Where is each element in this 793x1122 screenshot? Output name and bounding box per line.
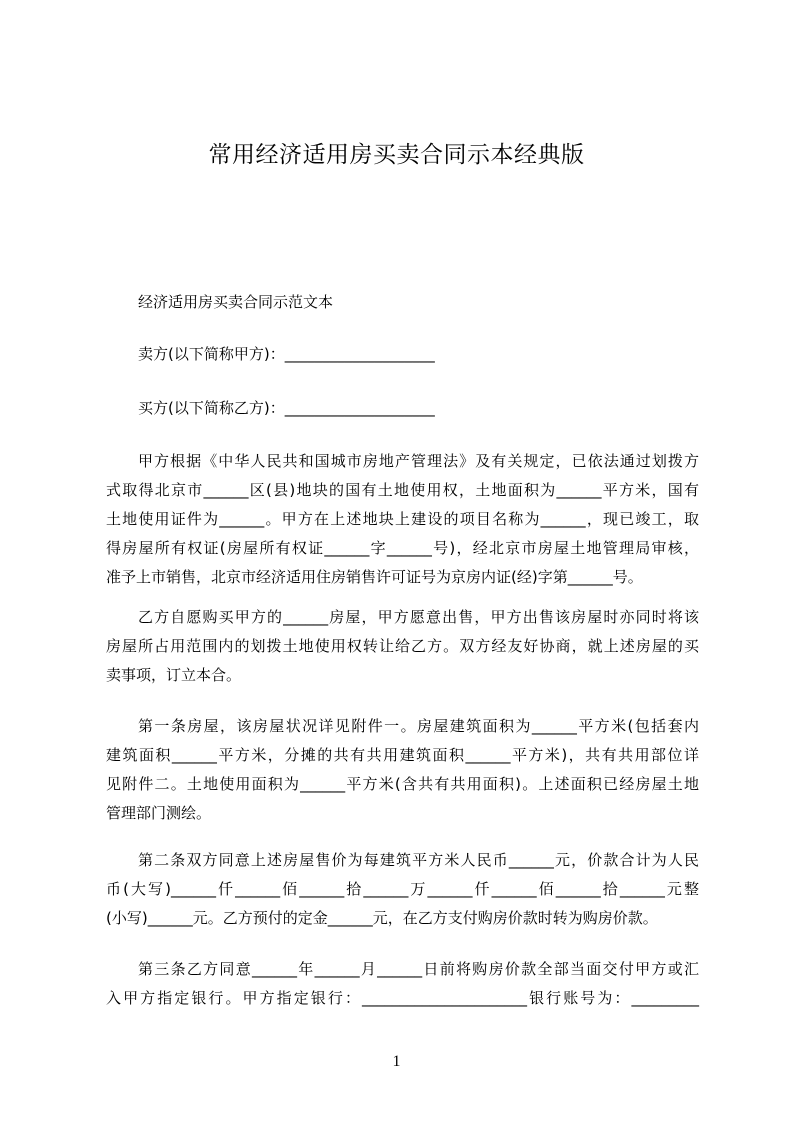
article-2 (106, 846, 699, 933)
paragraph-line: 得房屋所有权证(房屋所有权证______字______号)，经北京市房屋土地管理局审核， (106, 539, 699, 557)
page-number: 1 (392, 1053, 401, 1070)
seller-block (106, 340, 699, 369)
paragraph-line: 第一条房屋，该房屋状况详见附件一。房屋建筑面积为______平方米(包括套内 (138, 717, 699, 735)
document-title: 常用经济适用房买卖合同示本经典版 (208, 142, 585, 168)
paragraph-line: 第二条双方同意上述房屋售价为每建筑平方米人民币______元，价款合计为人民 (138, 851, 699, 869)
seller-line: 卖方(以下简称甲方)：____________________ (138, 345, 435, 363)
paragraph-line: 式取得北京市______区(县)地块的国有土地使用权，土地面积为______平方米，国有 (106, 481, 699, 499)
paragraph-1 (106, 447, 699, 592)
paragraph-line: 管理部门测绘。 (106, 804, 212, 822)
paragraph-line: 第三条乙方同意______年______月______日前将购房价款全部当面交付甲方或汇 (138, 960, 699, 978)
paragraph-line: 土地使用证件为______。甲方在上述地块上建设的项目名称为______，现已竣工，取 (106, 510, 699, 528)
paragraph-line: 准予上市销售，北京市经济适用住房销售许可证号为京房内证(经)字第______号。 (106, 568, 643, 586)
paragraph-line: 入甲方指定银行。甲方指定银行：______________________银行账号为：_________ (106, 989, 699, 1007)
paragraph-line: 建筑面积______平方米，分摊的共有共用建筑面积______平方米)，共有共用部位详 (106, 746, 699, 764)
paragraph-line: 甲方根据《中华人民共和国城市房地产管理法》及有关规定，已依法通过划拨方 (138, 452, 699, 470)
paragraph-line: 见附件二。土地使用面积为______平方米(含共有共用面积)。上述面积已经房屋土地 (106, 775, 699, 793)
buyer-block (106, 394, 699, 423)
subtitle-block (106, 288, 699, 317)
paragraph-2 (106, 603, 699, 690)
paragraph-line: 卖事项，订立本合。 (106, 666, 242, 684)
paragraph-line: (小写)______元。乙方预付的定金______元，在乙方支付购房价款时转为购房价款。 (106, 909, 658, 927)
document-subtitle: 经济适用房买卖合同示范文本 (138, 293, 334, 311)
buyer-line: 买方(以下简称乙方)：____________________ (138, 399, 435, 417)
paragraph-line: 币(大写)______仟______佰______拾______万______仟______佰______拾______元整 (106, 880, 699, 898)
paragraph-line: 房屋所占用范围内的划拨土地使用权转让给乙方。双方经友好协商，就上述房屋的买 (106, 637, 699, 655)
article-3 (106, 955, 699, 1013)
article-1 (106, 712, 699, 828)
paragraph-line: 乙方自愿购买甲方的______房屋，甲方愿意出售，甲方出售该房屋时亦同时将该 (138, 608, 699, 626)
